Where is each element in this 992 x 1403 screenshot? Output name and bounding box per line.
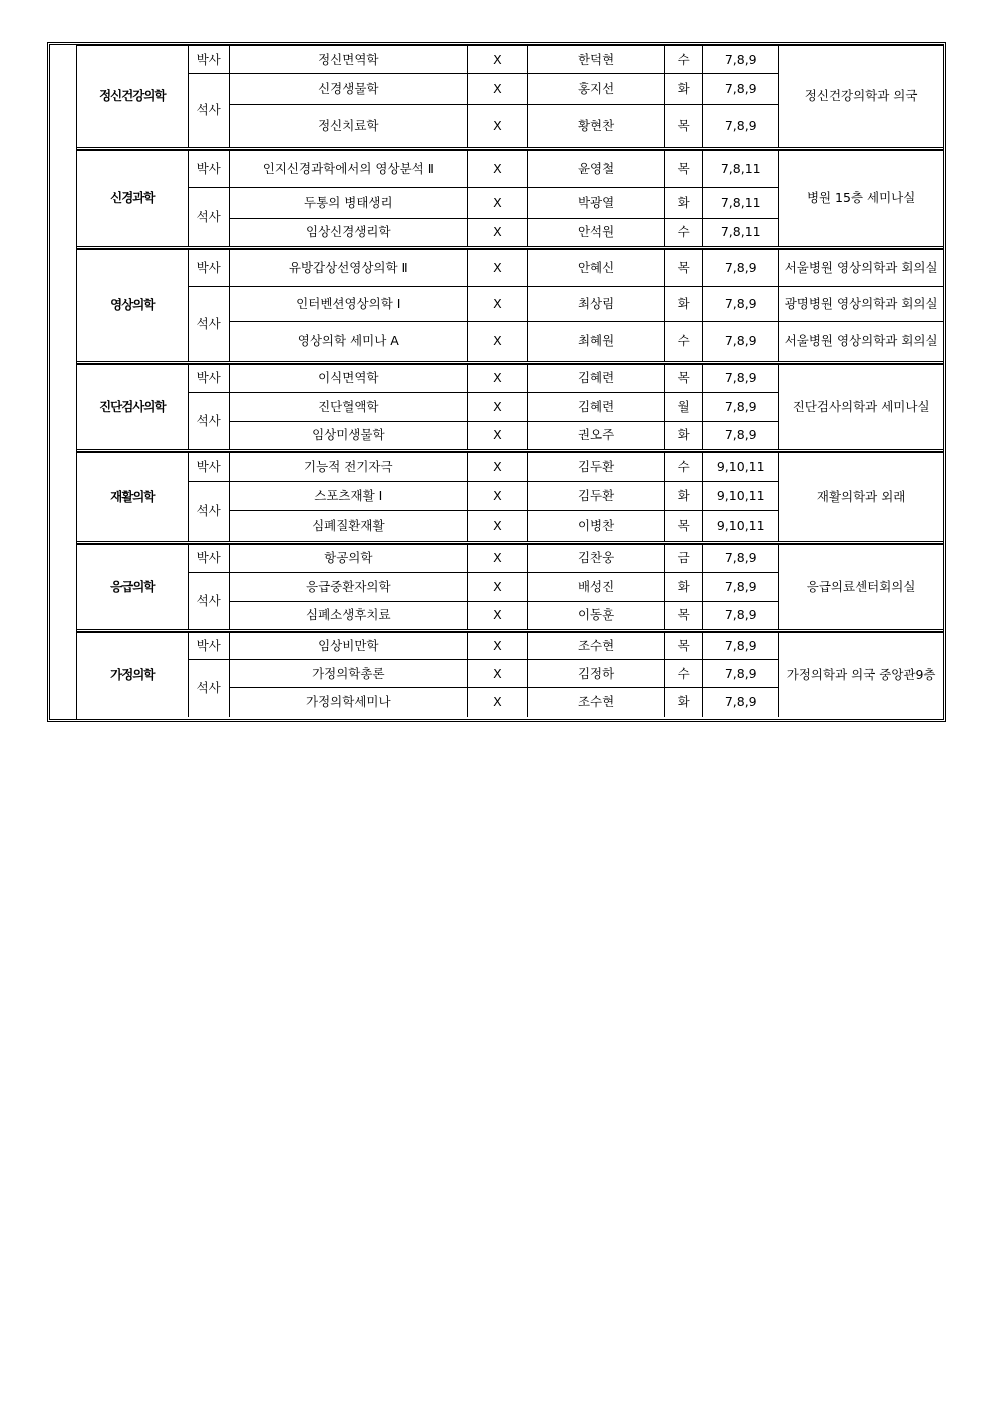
period-cell: 7,8,9 — [703, 601, 779, 629]
flag-cell: X — [467, 421, 527, 449]
table-row — [77, 453, 943, 482]
left-margin-column — [50, 45, 77, 719]
degree-phd: 박사 — [188, 250, 229, 287]
period-cell: 7,8,9 — [703, 46, 779, 74]
day-cell: 금 — [665, 544, 703, 572]
professor-name: 김정하 — [528, 660, 665, 688]
period-cell: 7,8,9 — [703, 322, 779, 361]
period-cell: 7,8,9 — [703, 572, 779, 601]
period-cell: 7,8,9 — [703, 421, 779, 449]
degree-phd: 박사 — [188, 544, 229, 572]
course-name: 영상의학 세미나 A — [229, 322, 467, 361]
dept-name: 가정의학 — [77, 633, 188, 717]
period-cell: 7,8,9 — [703, 633, 779, 660]
day-cell: 화 — [665, 482, 703, 511]
professor-name: 김두환 — [528, 482, 665, 511]
course-name: 정신치료학 — [229, 105, 467, 147]
period-cell: 7,8,9 — [703, 364, 779, 392]
day-cell: 화 — [665, 287, 703, 322]
day-cell: 화 — [665, 74, 703, 105]
period-cell: 7,8,9 — [703, 250, 779, 287]
day-cell: 수 — [665, 322, 703, 361]
table-row — [77, 364, 943, 392]
flag-cell: X — [467, 601, 527, 629]
day-cell: 목 — [665, 511, 703, 541]
dept-name: 신경과학 — [77, 150, 188, 246]
course-name: 가정의학총론 — [229, 660, 467, 688]
period-cell: 9,10,11 — [703, 482, 779, 511]
flag-cell: X — [467, 660, 527, 688]
room-cell: 병원 15층 세미나실 — [779, 150, 943, 246]
period-cell: 7,8,9 — [703, 544, 779, 572]
room-cell: 서울병원 영상의학과 회의실 — [779, 322, 943, 361]
period-cell: 7,8,11 — [703, 218, 779, 246]
day-cell: 목 — [665, 105, 703, 147]
dept-name: 영상의학 — [77, 250, 188, 361]
degree-phd: 박사 — [188, 150, 229, 187]
dept-name: 진단검사의학 — [77, 364, 188, 449]
period-cell: 7,8,9 — [703, 688, 779, 717]
professor-name: 김혜련 — [528, 392, 665, 421]
course-name: 응급중환자의학 — [229, 572, 467, 601]
table-row — [77, 633, 943, 660]
flag-cell: X — [467, 218, 527, 246]
flag-cell: X — [467, 364, 527, 392]
period-cell: 7,8,9 — [703, 660, 779, 688]
professor-name: 최상림 — [528, 287, 665, 322]
flag-cell: X — [467, 187, 527, 218]
flag-cell: X — [467, 105, 527, 147]
day-cell: 목 — [665, 601, 703, 629]
professor-name: 김찬웅 — [528, 544, 665, 572]
course-name: 신경생물학 — [229, 74, 467, 105]
degree-ms: 석사 — [188, 392, 229, 449]
room-cell: 서울병원 영상의학과 회의실 — [779, 250, 943, 287]
flag-cell: X — [467, 633, 527, 660]
table-row — [77, 544, 943, 572]
day-cell: 목 — [665, 364, 703, 392]
dept-group — [77, 249, 943, 361]
course-name: 진단혈액학 — [229, 392, 467, 421]
room-cell: 광명병원 영상의학과 회의실 — [779, 287, 943, 322]
room-cell: 응급의료센터회의실 — [779, 544, 943, 629]
day-cell: 수 — [665, 660, 703, 688]
day-cell: 화 — [665, 688, 703, 717]
course-name: 인터벤션영상의학 Ⅰ — [229, 287, 467, 322]
degree-ms: 석사 — [188, 74, 229, 147]
course-name: 두통의 병태생리 — [229, 187, 467, 218]
professor-name: 이병찬 — [528, 511, 665, 541]
period-cell: 7,8,9 — [703, 392, 779, 421]
day-cell: 목 — [665, 633, 703, 660]
period-cell: 7,8,9 — [703, 74, 779, 105]
degree-phd: 박사 — [188, 364, 229, 392]
day-cell: 수 — [665, 218, 703, 246]
room-cell: 가정의학과 의국 중앙관9층 — [779, 633, 943, 717]
professor-name: 이동훈 — [528, 601, 665, 629]
flag-cell: X — [467, 250, 527, 287]
period-cell: 7,8,11 — [703, 150, 779, 187]
course-name: 임상비만학 — [229, 633, 467, 660]
table-body — [77, 45, 943, 719]
professor-name: 한덕현 — [528, 46, 665, 74]
day-cell: 수 — [665, 46, 703, 74]
dept-group — [77, 452, 943, 541]
professor-name: 최혜원 — [528, 322, 665, 361]
flag-cell: X — [467, 392, 527, 421]
flag-cell: X — [467, 453, 527, 482]
professor-name: 배성진 — [528, 572, 665, 601]
degree-ms: 석사 — [188, 287, 229, 361]
flag-cell: X — [467, 287, 527, 322]
professor-name: 홍지선 — [528, 74, 665, 105]
course-name: 임상신경생리학 — [229, 218, 467, 246]
dept-name: 재활의학 — [77, 453, 188, 541]
professor-name: 김혜련 — [528, 364, 665, 392]
day-cell: 화 — [665, 421, 703, 449]
period-cell: 7,8,9 — [703, 105, 779, 147]
dept-group — [77, 45, 943, 147]
professor-name: 황현찬 — [528, 105, 665, 147]
period-cell: 9,10,11 — [703, 453, 779, 482]
day-cell: 수 — [665, 453, 703, 482]
table-row — [77, 287, 943, 322]
professor-name: 안석원 — [528, 218, 665, 246]
course-name: 심폐질환재활 — [229, 511, 467, 541]
degree-phd: 박사 — [188, 46, 229, 74]
table-row — [77, 250, 943, 287]
day-cell: 화 — [665, 187, 703, 218]
flag-cell: X — [467, 46, 527, 74]
professor-name: 안혜신 — [528, 250, 665, 287]
dept-name: 응급의학 — [77, 544, 188, 629]
period-cell: 9,10,11 — [703, 511, 779, 541]
dept-group — [77, 364, 943, 450]
professor-name: 윤영철 — [528, 150, 665, 187]
course-name: 임상미생물학 — [229, 421, 467, 449]
flag-cell: X — [467, 482, 527, 511]
course-name: 스포츠재활 Ⅰ — [229, 482, 467, 511]
degree-ms: 석사 — [188, 187, 229, 246]
course-name: 기능적 전기자극 — [229, 453, 467, 482]
room-cell: 정신건강의학과 의국 — [779, 46, 943, 147]
period-cell: 7,8,9 — [703, 287, 779, 322]
room-cell: 진단검사의학과 세미나실 — [779, 364, 943, 449]
course-schedule-table — [47, 42, 946, 722]
degree-phd: 박사 — [188, 453, 229, 482]
flag-cell: X — [467, 688, 527, 717]
degree-ms: 석사 — [188, 572, 229, 629]
room-cell: 재활의학과 외래 — [779, 453, 943, 541]
table-row — [77, 150, 943, 187]
course-name: 정신면역학 — [229, 46, 467, 74]
degree-ms: 석사 — [188, 660, 229, 717]
day-cell: 화 — [665, 572, 703, 601]
degree-phd: 박사 — [188, 633, 229, 660]
professor-name: 박광열 — [528, 187, 665, 218]
course-name: 항공의학 — [229, 544, 467, 572]
flag-cell: X — [467, 572, 527, 601]
flag-cell: X — [467, 322, 527, 361]
professor-name: 김두환 — [528, 453, 665, 482]
course-name: 인지신경과학에서의 영상분석 Ⅱ — [229, 150, 467, 187]
course-name: 이식면역학 — [229, 364, 467, 392]
day-cell: 목 — [665, 150, 703, 187]
course-name: 유방갑상선영상의학 Ⅱ — [229, 250, 467, 287]
professor-name: 조수현 — [528, 633, 665, 660]
flag-cell: X — [467, 150, 527, 187]
day-cell: 목 — [665, 250, 703, 287]
flag-cell: X — [467, 74, 527, 105]
course-name: 가정의학세미나 — [229, 688, 467, 717]
period-cell: 7,8,11 — [703, 187, 779, 218]
flag-cell: X — [467, 544, 527, 572]
degree-ms: 석사 — [188, 482, 229, 541]
professor-name: 권오주 — [528, 421, 665, 449]
dept-name: 정신건강의학 — [77, 46, 188, 147]
flag-cell: X — [467, 511, 527, 541]
professor-name: 조수현 — [528, 688, 665, 717]
dept-group — [77, 632, 943, 717]
table-row — [77, 46, 943, 74]
day-cell: 월 — [665, 392, 703, 421]
course-name: 심폐소생후치료 — [229, 601, 467, 629]
dept-group — [77, 150, 943, 247]
dept-group — [77, 544, 943, 630]
